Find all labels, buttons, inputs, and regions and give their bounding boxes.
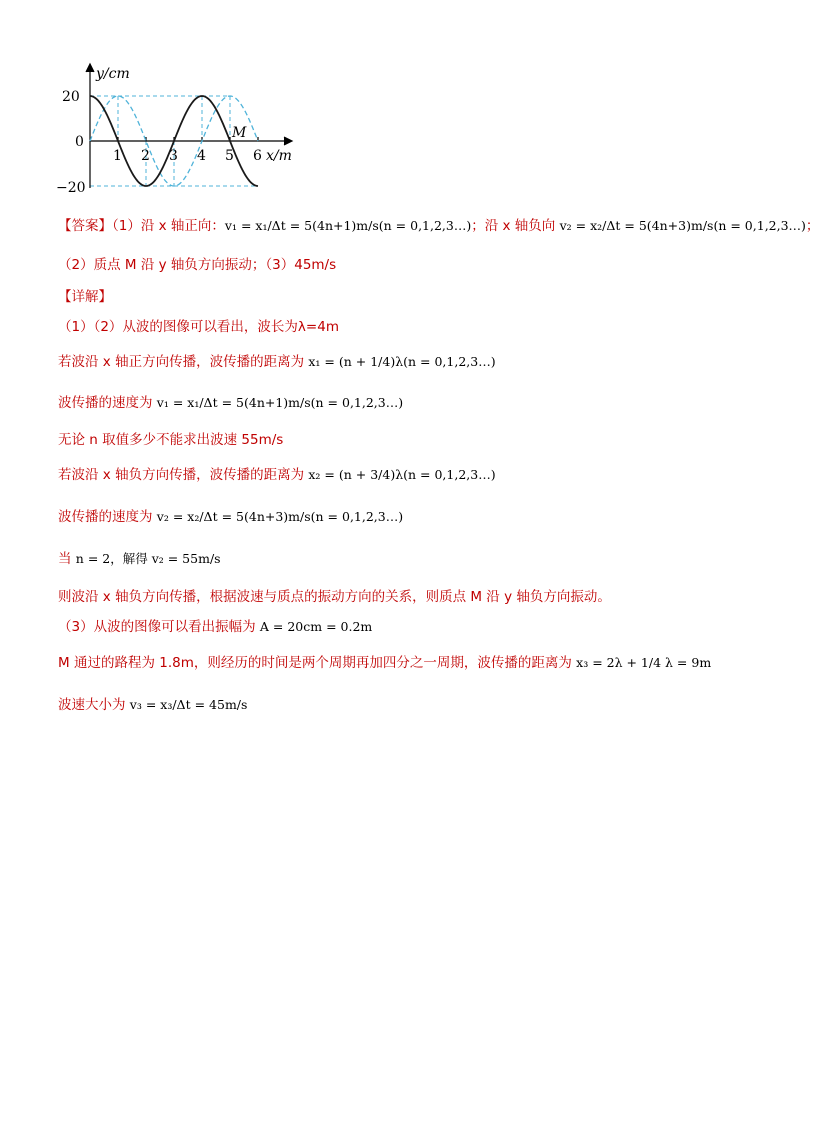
detail-tag: 【详解】: [58, 289, 112, 305]
detail-line-3: [58, 393, 403, 413]
point-m-label: M: [232, 125, 247, 141]
detail-l2-text: 若波沿 x 轴正方向传播，波传播的距离为: [58, 354, 305, 370]
detail-l3-text: 波传播的速度为: [58, 395, 153, 411]
x-tick-5: 5: [225, 148, 234, 164]
detail-l11-formula: v₃ = x₃/Δt = 45m/s: [129, 697, 248, 712]
answer-v2-formula: v₂ = x₂/Δt = 5(4n+3)m/s(n = 0,1,2,3…): [559, 218, 806, 233]
answer-v1-formula: v₁ = x₁/Δt = 5(4n+1)m/s(n = 0,1,2,3…): [224, 218, 472, 233]
detail-l10-formula: x₃ = 2λ + 1/4 λ = 9m: [576, 655, 712, 670]
detail-l10-text: M 通过的路程为 1.8m，则经历的时间是两个周期再加四分之一周期，波传播的距离为: [58, 655, 572, 671]
detail-l7-text: 当: [58, 551, 72, 567]
y-tick-0: 0: [75, 134, 84, 150]
detail-l9-text: （3）从波的图像可以看出振幅为: [58, 619, 256, 635]
detail-l6-formula: v₂ = x₂/Δt = 5(4n+3)m/s(n = 0,1,2,3…): [156, 509, 404, 524]
detail-line-5: [58, 465, 496, 485]
y-axis-label: y/cm: [96, 66, 130, 82]
wave-graph: [55, 60, 305, 200]
x-tick-2: 2: [141, 148, 150, 164]
answer-line-1: [58, 216, 819, 236]
x-tick-3: 3: [169, 148, 178, 164]
x-tick-1: 1: [113, 148, 122, 164]
detail-line-6: [58, 507, 403, 527]
axes: [86, 64, 292, 188]
detail-line-8: 则波沿 x 轴负方向传播，根据波速与质点的振动方向的关系，则质点 M 沿 y 轴负方向振动。: [58, 589, 611, 605]
detail-line-1: （1）（2）从波的图像可以看出，波长为λ=4m: [58, 319, 339, 335]
detail-l2-formula: x₁ = (n + 1/4)λ(n = 0,1,2,3…): [308, 354, 496, 369]
detail-line-9: [58, 617, 372, 637]
answer-end: ；: [805, 218, 819, 234]
detail-line-10: [58, 653, 711, 673]
answer-part1-neg-prefix: ；沿 x 轴负向: [471, 218, 556, 234]
detail-l6-text: 波传播的速度为: [58, 509, 153, 525]
x-axis-label: x/m: [266, 148, 292, 164]
answer-line-2: （2）质点 M 沿 y 轴负方向振动；（3）45m/s: [58, 257, 337, 273]
x-tick-4: 4: [197, 148, 206, 164]
y-tick-20: 20: [62, 89, 80, 105]
y-tick-minus-20: −20: [56, 180, 86, 196]
detail-line-2: [58, 352, 496, 372]
answer-part1-pos-prefix: （1）沿 x 轴正向：: [112, 218, 225, 234]
detail-l9-formula: A = 20cm = 0.2m: [259, 619, 373, 634]
detail-line-7: [58, 549, 221, 569]
detail-l5-formula: x₂ = (n + 3/4)λ(n = 0,1,2,3…): [308, 467, 496, 482]
answer-tag: 【答案】: [58, 218, 112, 234]
detail-l11-text: 波速大小为: [58, 697, 126, 713]
detail-l5-text: 若波沿 x 轴负方向传播，波传播的距离为: [58, 467, 305, 483]
detail-l7-formula: n = 2，解得 v₂ = 55m/s: [75, 551, 221, 566]
detail-l3-formula: v₁ = x₁/Δt = 5(4n+1)m/s(n = 0,1,2,3…): [156, 395, 404, 410]
detail-line-11: [58, 695, 247, 715]
detail-line-4: 无论 n 取值多少不能求出波速 55m/s: [58, 432, 284, 448]
x-tick-6: 6: [253, 148, 262, 164]
